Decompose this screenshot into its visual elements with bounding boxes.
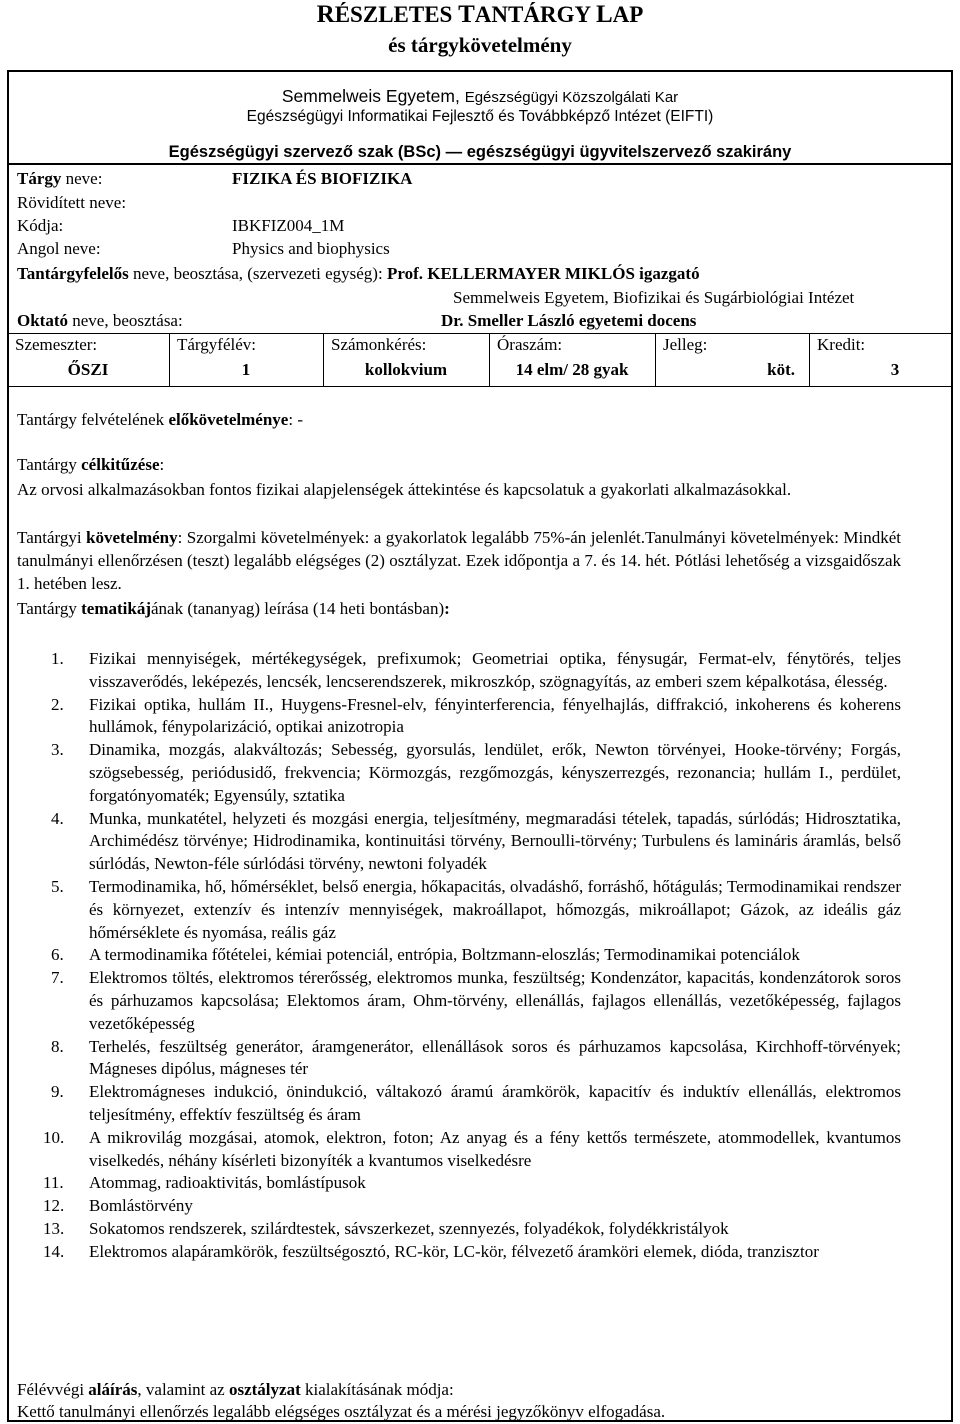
requirements: Tantárgyi követelmény: Szorgalmi követelmények: a gyakorlatok legalább 75%-án jelenlét.Tanulmányi követelmények: Mindkét tanulmányi ellenőrzésen (teszt) legalább elégséges (2) osztályzat. Ezek időpontja a 7. és 14. hét. Pótlási lehetőség a vizsgaidőszak 1. hetében lesz. xyxy=(17,528,901,593)
goal-text: Az orvosi alkalmazásokban fontos fizikai alapjelenségek áttekintése és kapcsolatuk a gyakorlati alkalmazásokkal. xyxy=(17,480,792,499)
list-item: 13. Sokatomos rendszerek, szilárdtestek, sávszerkezet, szennyezés, folyadékok, folydékkristályok xyxy=(43,1218,729,1238)
english-name-label: Angol neve: xyxy=(17,239,101,258)
list-item: 12. Bomlástörvény xyxy=(43,1196,193,1216)
prerequisite: Tantárgy felvételének előkövetelménye: - xyxy=(17,410,303,429)
english-name-value: Physics and biophysics xyxy=(232,239,390,258)
list-item: 10. A mikrovilág mozgásai, atomok, elektron, foton; Az anyag és a fény kettős természete, atommodellek, kvantumos viselkedés, néhány kísérleti bizonyíték a kvantumos viselkedésre xyxy=(43,1127,901,1170)
list-item: 1. Fizikai mennyiségek, mértékegységek, prefixumok; Geometriai optika, fénysugár, Fermat-elv, fénytörés, teljes visszaverődés, leképezés, lencsék, lencserendszerek, mikroszkóp, szögnagyítás, az emberi szem képalkotása, élesség. xyxy=(51,649,901,691)
detail-hours: Óraszám: 14 elm/ 28 gyak xyxy=(497,335,629,379)
responsible-unit: Semmelweis Egyetem, Biofizikai és Sugárbiológiai Intézet xyxy=(453,288,855,307)
list-item: 4. Munka, munkatétel, helyzeti és mozgási energia, teljesítmény, megmaradási tételek, tapadás, súrlódás; Hidrosztatika, Archimédész törvénye; Hidrodinamika, kontinuitási törvény, Bernoulli-törvény; Turbulens és lamináris áramlás, belső súrlódás, Newton-féle súrlódási törvény, newtoni folyadék xyxy=(51,808,901,874)
code-label: Kódja: xyxy=(17,216,64,235)
detail-term: Tárgyfélév: 1 xyxy=(177,335,256,379)
document-subtitle: és tárgykövetelmény xyxy=(388,33,572,57)
grading-text: Kettő tanulmányi ellenőrzés legalább elégséges osztályzat és a mérési jegyzőkönyv elfogadása. xyxy=(17,1402,666,1421)
detail-exam: Számonkérés: kollokvium xyxy=(331,335,448,379)
detail-type: Jelleg: köt. xyxy=(663,335,795,379)
topics-list xyxy=(17,648,901,1264)
list-item: 14. Elektromos alapáramkörök, feszültségosztó, RC-kör, LC-kör, félvezető áramköri elemek, dióda, tranzisztor xyxy=(43,1241,819,1261)
list-item: 5. Termodinamika, hő, hőmérséklet, belső energia, hőkapacitás, olvadáshő, forráshő, hőtágulás; Termodinamikai rendszer és környezet, extenzív és intenzív mennyiségek, makroállapot, hőmozgás, mikroállapot; Gázok, az ideális gáz hőmérséklete és nyomása, reális gáz xyxy=(51,876,901,942)
list-item: 9. Elektromágneses indukció, önindukció, váltakozó áramú áramkörök, kapacitív és induktív ellenállás, elektromos teljesítmény, effektív feszültség és áram xyxy=(51,1082,901,1124)
teacher-label: Oktató neve, beosztása: xyxy=(17,311,183,330)
list-item: 8. Terhelés, feszültség generátor, áramgenerátor, ellenállások soros és párhuzamos kapcsolása, Kirchhoff-törvények; Mágneses dipólus, mágneses tér xyxy=(51,1036,901,1079)
detail-semester: Szemeszter: ŐSZI xyxy=(15,335,109,379)
list-item: 2. Fizikai optika, hullám II., Huygens-Fresnel-elv, fényinterferencia, fényelhajlás, diffrakció, inkoherens és koherens hullámok, fénypolarizáció, optikai anizotropia xyxy=(51,694,901,737)
responsible-label: Tantárgyfelelős neve, beosztása, (szervezeti egység): Prof. KELLERMAYER MIKLÓS igazgató xyxy=(17,264,700,283)
goal-heading: Tantárgy célkitűzése: xyxy=(17,455,165,474)
divider xyxy=(7,163,953,165)
detail-credit: Kredit: 3 xyxy=(817,335,900,379)
subject-name-value: FIZIKA ÉS BIOFIZIKA xyxy=(232,169,413,188)
teacher-value: Dr. Smeller László egyetemi docens xyxy=(441,311,697,330)
document-title: RÉSZLETES TANTÁRGY LAP xyxy=(316,1,644,28)
list-item: 3. Dinamika, mozgás, alakváltozás; Sebesség, gyorsulás, lendület, erők, Newton törvényei, Hooke-törvény; Forgás, szögsebesség, periódusidő, frekvencia; Körmozgás, rezgőmozgás, kényszerrezgés, rezonancia; hullám I., perdület, forgatónyomaték; Egyensúly, sztatika xyxy=(51,740,901,805)
program-line: Egészségügyi szervező szak (BSc) — egészségügyi ügyvitelszervező szakirány xyxy=(168,143,792,161)
list-item: 6. A termodinamika főtételei, kémiai potenciál, entrópia, Boltzmann-eloszlás; Termodinamikai potenciálok xyxy=(51,945,800,965)
list-item: 11. Atommag, radioaktivitás, bomlástípusok xyxy=(43,1173,366,1193)
topics-heading: Tantárgy tematikájának (tananyag) leírása (14 heti bontásban): xyxy=(17,599,450,618)
university-line: Semmelweis Egyetem, Egészségügyi Közszolgálati Kar xyxy=(281,86,679,106)
responsible-value: Prof. KELLERMAYER MIKLÓS igazgató xyxy=(386,264,700,283)
code-value: IBKFIZ004_1M xyxy=(232,216,345,235)
grading-heading: Félévvégi aláírás, valamint az osztályzat kialakításának módja: xyxy=(17,1380,454,1399)
subject-name-label: Tárgy neve: xyxy=(17,169,103,188)
list-item: 7. Elektromos töltés, elektromos térerősség, elektromos munka, feszültség; Kondenzátor, kapacitás, kondenzátorok soros és párhuzamos kapcsolása; Elektomos áram, Ohm-törvény, ellenállás, fajlagos ellenállás, vezetőképesség, fajlagos vezetőképesség xyxy=(51,968,901,1033)
institute-line: Egészségügyi Informatikai Fejlesztő és Továbbképző Intézet (EIFTI) xyxy=(246,108,714,125)
short-name-label: Rövidített neve: xyxy=(17,193,127,212)
divider xyxy=(7,386,953,387)
